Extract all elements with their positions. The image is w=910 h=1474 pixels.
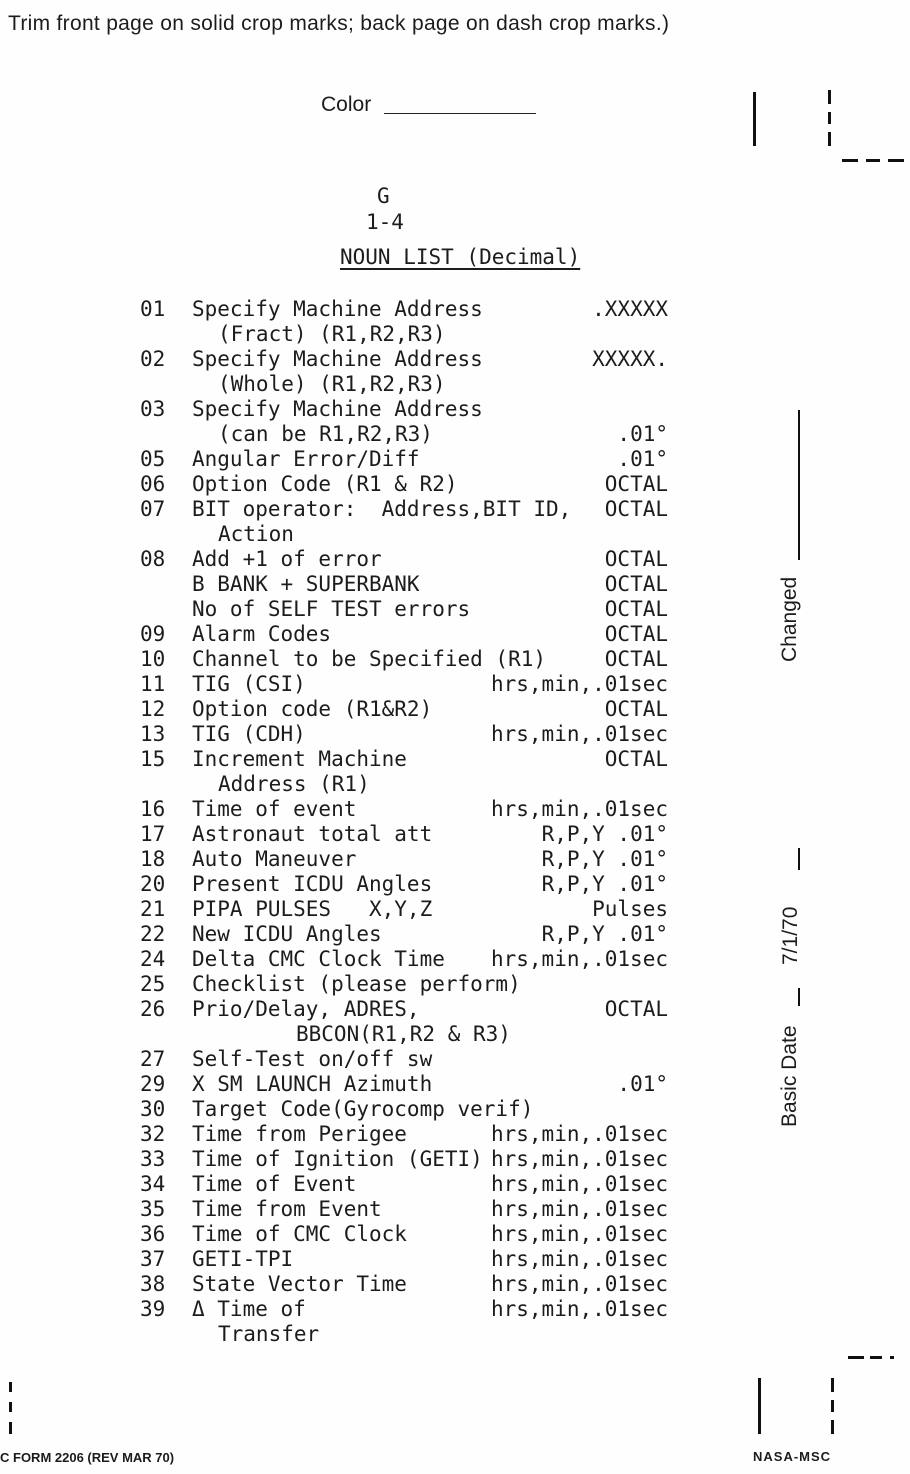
noun-number: 13: [140, 722, 166, 746]
dash-crop-mark-left-3: [9, 1422, 12, 1434]
noun-unit: hrs,min,.01sec: [490, 1147, 668, 1171]
dash-crop-mark-bottom-1: [848, 1356, 864, 1359]
noun-description: Time of event: [192, 797, 357, 821]
noun-unit: hrs,min,.01sec: [490, 1247, 668, 1271]
noun-row: [0, 722, 910, 747]
noun-continuation-row: [0, 372, 910, 397]
dash-crop-mark-right-1: [842, 159, 858, 162]
noun-row: [0, 947, 910, 972]
noun-description-continued: BBCON(R1,R2 & R3): [296, 1022, 511, 1046]
noun-row: [0, 797, 910, 822]
noun-description: Δ Time of: [192, 1297, 306, 1321]
noun-unit: hrs,min,.01sec: [490, 1222, 668, 1246]
noun-unit: R,P,Y .01°: [541, 922, 668, 946]
noun-row: [0, 972, 910, 997]
noun-description: State Vector Time: [192, 1272, 407, 1296]
dash-crop-mark-bottom-3: [890, 1356, 894, 1359]
noun-unit: OCTAL: [604, 697, 668, 721]
noun-row: [0, 847, 910, 872]
dash-crop-mark-top-2: [828, 112, 831, 124]
noun-description: New ICDU Angles: [192, 922, 382, 946]
solid-crop-mark-bottom: [758, 1378, 761, 1434]
noun-number: 18: [140, 847, 166, 871]
changed-blank-line: [798, 410, 800, 560]
noun-unit: hrs,min,.01sec: [490, 1197, 668, 1221]
noun-unit: OCTAL: [604, 547, 668, 571]
noun-unit: OCTAL: [604, 647, 668, 671]
dash-crop-mark-right-2: [866, 159, 880, 162]
noun-number: 02: [140, 347, 166, 371]
noun-row: [0, 347, 910, 372]
noun-unit: hrs,min,.01sec: [490, 797, 668, 821]
basic-date-label: Basic Date: [778, 1025, 801, 1127]
noun-unit: hrs,min,.01sec: [490, 722, 668, 746]
noun-description: B BANK + SUPERBANK: [192, 572, 420, 596]
dash-crop-mark-bottom-v2: [831, 1400, 834, 1412]
noun-unit: OCTAL: [604, 597, 668, 621]
basic-date-line-lower: [798, 988, 800, 1006]
noun-unit: hrs,min,.01sec: [490, 1122, 668, 1146]
noun-number: 10: [140, 647, 166, 671]
noun-row: [0, 622, 910, 647]
noun-row: [0, 922, 910, 947]
noun-row: [0, 497, 910, 522]
dash-crop-mark-bottom-v3: [831, 1420, 834, 1434]
noun-unit: OCTAL: [604, 747, 668, 771]
noun-description: BIT operator: Address,BIT ID,: [192, 497, 572, 521]
noun-unit: Pulses: [592, 897, 668, 921]
noun-row: [0, 1097, 910, 1122]
solid-crop-mark-top: [753, 92, 756, 146]
noun-unit: .XXXXX: [592, 297, 668, 321]
noun-description: Add +1 of error: [192, 547, 382, 571]
dash-crop-mark-bottom-2: [870, 1356, 882, 1359]
noun-description-continued: (Whole) (R1,R2,R3): [218, 372, 446, 396]
noun-description-continued: Address (R1): [218, 772, 370, 796]
noun-unit: hrs,min,.01sec: [490, 672, 668, 696]
noun-description: PIPA PULSES X,Y,Z: [192, 897, 433, 921]
noun-unit: .01°: [617, 447, 668, 471]
noun-unit: hrs,min,.01sec: [490, 947, 668, 971]
noun-description: Channel to be Specified (R1): [192, 647, 547, 671]
noun-number: 27: [140, 1047, 166, 1071]
noun-description-continued: (Fract) (R1,R2,R3): [218, 322, 446, 346]
noun-number: 07: [140, 497, 166, 521]
noun-description-continued: Transfer: [218, 1322, 320, 1346]
noun-number: 29: [140, 1072, 166, 1096]
noun-number: 12: [140, 697, 166, 721]
noun-row: [0, 1272, 910, 1297]
noun-unit: hrs,min,.01sec: [490, 1172, 668, 1196]
noun-description: Specify Machine Address: [192, 397, 483, 421]
color-label: Color: [321, 93, 372, 116]
noun-row: [0, 672, 910, 697]
noun-unit: .01°: [617, 422, 668, 446]
noun-unit: OCTAL: [604, 622, 668, 646]
noun-description: Increment Machine: [192, 747, 407, 771]
noun-description: Astronaut total att: [192, 822, 433, 846]
noun-row: [0, 997, 910, 1022]
noun-description-continued: (can be R1,R2,R3): [218, 422, 433, 446]
noun-description: TIG (CSI): [192, 672, 306, 696]
noun-unit: .01°: [617, 1072, 668, 1096]
noun-description: Prio/Delay, ADRES,: [192, 997, 420, 1021]
noun-number: 06: [140, 472, 166, 496]
noun-row: [0, 1197, 910, 1222]
noun-row: [0, 1172, 910, 1197]
noun-number: 30: [140, 1097, 166, 1121]
dash-crop-mark-bottom-v1: [831, 1378, 834, 1392]
noun-description: Time of Event: [192, 1172, 357, 1196]
noun-number: 09: [140, 622, 166, 646]
noun-unit: R,P,Y .01°: [541, 822, 668, 846]
noun-continuation-row: [0, 522, 910, 547]
noun-row: [0, 747, 910, 772]
noun-continuation-row: [0, 1022, 910, 1047]
noun-number: 32: [140, 1122, 166, 1146]
noun-unit: hrs,min,.01sec: [490, 1297, 668, 1321]
noun-number: 05: [140, 447, 166, 471]
noun-description: Present ICDU Angles: [192, 872, 433, 896]
noun-number: 35: [140, 1197, 166, 1221]
noun-number: 21: [140, 897, 166, 921]
dash-crop-mark-left-2: [9, 1402, 12, 1412]
noun-row: [0, 472, 910, 497]
noun-description: Specify Machine Address: [192, 347, 483, 371]
noun-description: Time from Event: [192, 1197, 382, 1221]
noun-description: Delta CMC Clock Time: [192, 947, 445, 971]
noun-row: [0, 597, 910, 622]
changed-label: Changed: [778, 576, 801, 662]
noun-row: [0, 1122, 910, 1147]
noun-unit: OCTAL: [604, 997, 668, 1021]
list-title: NOUN LIST (Decimal): [340, 245, 581, 269]
noun-description: No of SELF TEST errors: [192, 597, 471, 621]
basic-date-line-upper: [798, 848, 800, 870]
noun-description: Self-Test on/off sw: [192, 1047, 433, 1071]
noun-row: [0, 1297, 910, 1322]
noun-number: 08: [140, 547, 166, 571]
section-letter: G: [377, 184, 390, 208]
noun-number: 26: [140, 997, 166, 1021]
dash-crop-mark-top-3: [828, 132, 831, 146]
noun-number: 33: [140, 1147, 166, 1171]
form-id: C FORM 2206 (REV MAR 70): [0, 1450, 175, 1465]
noun-continuation-row: [0, 422, 910, 447]
noun-continuation-row: [0, 772, 910, 797]
noun-number: 16: [140, 797, 166, 821]
noun-number: 25: [140, 972, 166, 996]
noun-row: [0, 1047, 910, 1072]
dash-crop-mark-left-1: [9, 1382, 12, 1392]
dash-crop-mark-top-1: [828, 90, 831, 104]
noun-row: [0, 397, 910, 422]
noun-row: [0, 447, 910, 472]
noun-row: [0, 1147, 910, 1172]
noun-row: [0, 1222, 910, 1247]
noun-unit: OCTAL: [604, 472, 668, 496]
noun-description: GETI-TPI: [192, 1247, 294, 1271]
noun-row: [0, 572, 910, 597]
noun-number: 17: [140, 822, 166, 846]
noun-number: 11: [140, 672, 166, 696]
noun-row: [0, 1072, 910, 1097]
noun-number: 15: [140, 747, 166, 771]
noun-description: Time of Ignition (GETI): [192, 1147, 483, 1171]
noun-number: 20: [140, 872, 166, 896]
noun-description: X SM LAUNCH Azimuth: [192, 1072, 433, 1096]
noun-number: 03: [140, 397, 166, 421]
noun-unit: R,P,Y .01°: [541, 847, 668, 871]
page-number: 1-4: [366, 210, 404, 234]
noun-row: [0, 822, 910, 847]
noun-row: [0, 872, 910, 897]
noun-number: 37: [140, 1247, 166, 1271]
noun-description: Specify Machine Address: [192, 297, 483, 321]
dash-crop-mark-right-3: [888, 159, 904, 162]
noun-number: 36: [140, 1222, 166, 1246]
trim-instruction: Trim front page on solid crop marks; back page on dash crop marks.): [8, 12, 670, 35]
noun-number: 34: [140, 1172, 166, 1196]
noun-number: 22: [140, 922, 166, 946]
noun-number: 24: [140, 947, 166, 971]
noun-number: 39: [140, 1297, 166, 1321]
noun-description: Time from Perigee: [192, 1122, 407, 1146]
noun-row: [0, 297, 910, 322]
noun-description: Target Code(Gyrocomp verif): [192, 1097, 534, 1121]
noun-unit: OCTAL: [604, 497, 668, 521]
noun-unit: R,P,Y .01°: [541, 872, 668, 896]
noun-description: Alarm Codes: [192, 622, 332, 646]
noun-row: [0, 547, 910, 572]
noun-description: Option Code (R1 & R2): [192, 472, 458, 496]
noun-row: [0, 897, 910, 922]
noun-description: Time of CMC Clock: [192, 1222, 407, 1246]
noun-number: 01: [140, 297, 166, 321]
noun-unit: hrs,min,.01sec: [490, 1272, 668, 1296]
noun-number: 38: [140, 1272, 166, 1296]
noun-description: Auto Maneuver: [192, 847, 357, 871]
noun-description: TIG (CDH): [192, 722, 306, 746]
noun-description: Angular Error/Diff: [192, 447, 420, 471]
noun-description: Option code (R1&R2): [192, 697, 433, 721]
noun-unit: OCTAL: [604, 572, 668, 596]
noun-row: [0, 697, 910, 722]
agency-mark: NASA-MSC: [753, 1449, 832, 1464]
noun-continuation-row: [0, 1322, 910, 1347]
noun-description: Checklist (please perform): [192, 972, 521, 996]
noun-unit: XXXXX.: [592, 347, 668, 371]
noun-continuation-row: [0, 322, 910, 347]
noun-description-continued: Action: [218, 522, 294, 546]
noun-row: [0, 647, 910, 672]
noun-row: [0, 1247, 910, 1272]
basic-date-value: 7/1/70: [779, 906, 802, 965]
